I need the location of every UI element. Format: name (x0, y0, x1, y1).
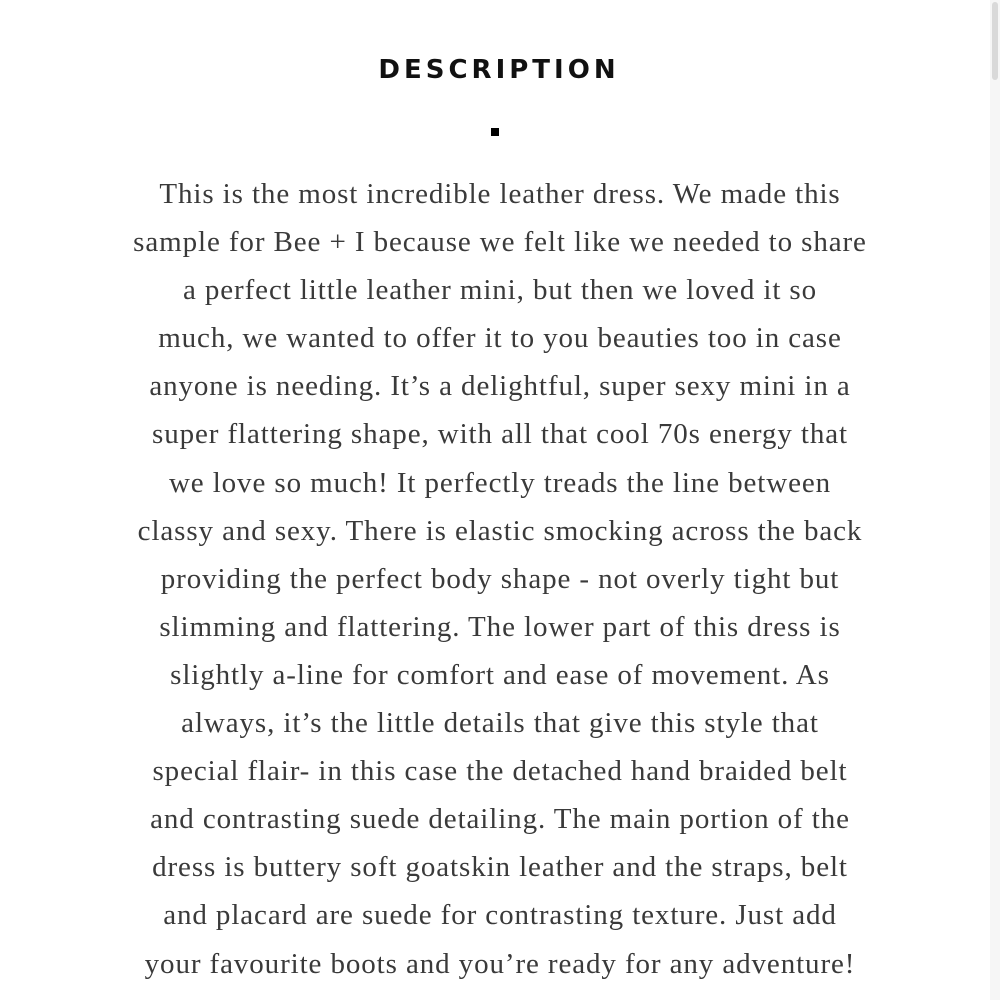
description-line: your favourite boots and you’re ready for any adventure! (144, 947, 856, 980)
description-line: we love so much! It perfectly treads the line between (168, 466, 832, 499)
description-line: anyone is needing. It’s a delightful, super sexy mini in a (149, 370, 851, 403)
description-line: sample for Bee + I because we felt like we needed to share (133, 226, 867, 259)
description-line: slimming and flattering. The lower part of this dress is (159, 610, 841, 643)
scrollbar-thumb[interactable] (992, 2, 998, 80)
description-line: super flattering shape, with all that cool 70s energy that (152, 418, 848, 451)
description-line: This is the most incredible leather dress. We made this (159, 178, 841, 210)
description-line: special flair- in this case the detached hand braided belt (152, 755, 848, 788)
description-line: much, we wanted to offer it to you beauties too in case (158, 322, 842, 355)
description-line: always, it’s the little details that give this style that (181, 707, 819, 740)
description-text (95, 170, 905, 988)
description-line: and placard are suede for contrasting texture. Just add (163, 899, 837, 932)
description-line: and contrasting suede detailing. The main portion of the (150, 803, 850, 836)
section-heading: DESCRIPTION (378, 55, 620, 85)
scrollbar[interactable] (990, 0, 1000, 1000)
description-line: providing the perfect body shape - not overly tight but (160, 562, 840, 595)
divider-dot (491, 128, 499, 136)
description-line: a perfect little leather mini, but then we loved it so (182, 274, 818, 307)
description-line: slightly a-line for comfort and ease of movement. As (170, 658, 830, 691)
description-line: dress is buttery soft goatskin leather and the straps, belt (152, 851, 848, 884)
description-line: classy and sexy. There is elastic smocking across the back (137, 514, 863, 547)
